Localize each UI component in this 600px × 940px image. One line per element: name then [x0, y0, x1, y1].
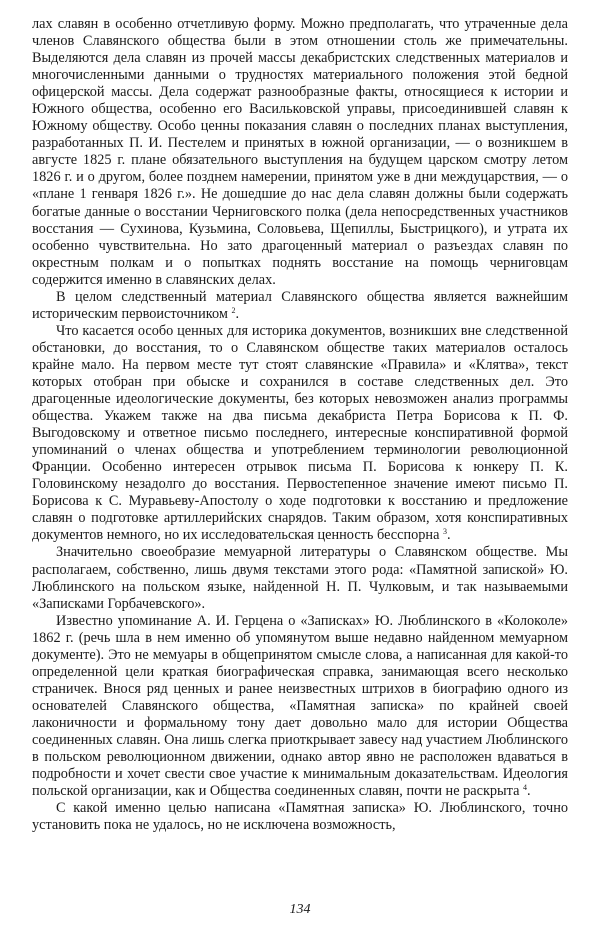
paragraph-6-text: С какой именно целью написана «Памятная записка» Ю. Люблинского, точно установить пока не удалось, но не исключена возможность, — [32, 800, 568, 834]
page-number: 134 — [289, 902, 311, 917]
paragraph-1 — [32, 16, 568, 289]
paragraph-2: В целом следственный материал Славянского общества является важнейшим историческим первоисточником $^2$. — [32, 288, 568, 322]
footnote-ref-4[interactable]: 4 — [523, 783, 528, 793]
footnote-ref-2[interactable]: 2 — [231, 305, 236, 315]
paragraph-3: Что касается особо ценных для историка документов, возникших вне следственной обстановки, до восстания, то о Славянском обществе таких материалов осталось крайне мало. На первом месте тут стоят славянские «Правила» и «Клятва», текст которых отобран при обыске и сохранился в составе следственных дел. Это драгоценные идеологические документы, без которых невозможен анализ программы общества. Укажем также на два письма декабриста Петра Борисова к П. Ф. Выгодовскому и ответное письмо последнего, интересные конспиративной формой упоминаний о членах общества и употреблением терминологии революционной Франции. Особенно интересен отрывок письма П. Борисова к юнкеру П. К. Головинскому незадолго до восстания. Первостепенное значение имеют письмо П. Борисова к С. Муравьеву-Апостолу о ходе подготовки к восстанию и предложение славян о подготовке артиллерийских снарядов. Таким образом, хотя конспиративных документов немного, но их исследовательская ценность бесспорна $^3$. — [32, 322, 568, 544]
footnote-ref-3[interactable]: 3 — [443, 527, 448, 537]
paragraph-2-text: В целом следственный материал Славянского общества является важнейшим историческим первоисточником — [32, 288, 568, 322]
paragraph-4 — [32, 544, 568, 612]
paragraph-6 — [32, 800, 568, 834]
paragraph-1-text: лах славян в особенно отчетливую форму. Можно предполагать, что утраченные дела членов Славянского общества были в этом отношении столь же примечательны. Выделяются дела славян из прочей массы декабристских следственных материалов и многочисленными данными о трудностях материального положения этой бедной офицерской массы. Дела содержат разнообразные факты, относящиеся к истории и Южного общества, особенно его Васильковской управы, присоединившей славян к Южному обществу. Особо ценны показания славян о последних планах выступления, разработанных П. И. Пестелем и принятых в южной организации, — о возникшем в августе 1825 г. плане обязательного выступления на будущем царском смотру летом 1826 г. и о другом, более позднем намерении, принятом уже в дни междуцарствия, — о «плане 1 генваря 1826 г.». Не дошедшие до нас дела славян должны были содержать богатые данные о восстании Черниговского полка (дела непосредственных участников восстания — Сухинова, Кузьмина, Соловьева, Щепиллы, Быстрицкого), и утрата их особенно чувствительна. Но зато драгоценный материал о разъездах славян по окрестным полкам и о попытках поднять восстание на помощь черниговцам содержится именно в славянских делах. — [32, 16, 568, 288]
paragraph-3-text: Что касается особо ценных для историка документов, возникших вне следственной обстановки, до восстания, то о Славянском обществе таких материалов осталось крайне мало. На первом месте тут стоят славянские «Правила» и «Клятва», текст которых отобран при обыске и сохранился в составе следственных дел. Это драгоценные идеологические документы, без которых невозможен анализ программы общества. Укажем также на два письма декабриста Петра Борисова к П. Ф. Выгодовскому и ответное письмо последнего, интересные конспиративной формой упоминаний о членах общества и употреблением терминологии революционной Франции. Особенно интересен отрывок письма П. Борисова к юнкеру П. К. Головинскому незадолго до восстания. Первостепенное значение имеют письмо П. Борисова к С. Муравьеву-Апостолу о ходе подготовки к восстанию и предложение славян о подготовке артиллерийских снарядов. Таким образом, хотя конспиративных документов немного, но их исследовательская ценность бесспорна — [32, 322, 568, 544]
paragraph-4-text: Значительно своеобразие мемуарной литературы о Славянском обществе. Мы располагаем, собственно, лишь двумя текстами этого рода: «Памятной запиской» Ю. Люблинского на польском языке, найденной Н. П. Чулковым, и так называемыми «Записками Горбачевского». — [32, 544, 568, 612]
book-page — [32, 16, 568, 834]
paragraph-5-text: Известно упоминание А. И. Герцена о «Записках» Ю. Люблинского в «Колоколе» 1862 г. (речь шла в нем именно об упомянутом выше недавно найденном мемуарном документе). Это не мемуары в общепринятом смысле слова, а написанная для какой-то определенной цели краткая биографическая справка, занимающая всего несколько страничек. Внося ряд ценных и ранее неизвестных штрихов в биографию одного из основателей Славянского общества, «Памятная записка» по крайней своей лаконичности и формальному тону дает довольно мало для истории Общества соединенных славян. Она лишь слегка приоткрывает завесу над участием Люблинского в польском революционном движении, однако автор явно не расположен вдаваться в подробности и хочет свести свое участие к минимальным доказательствам. Идеология польской организации, как и Общества соединенных славян, почти не раскрыта — [32, 612, 568, 800]
paragraph-5: Известно упоминание А. И. Герцена о «Записках» Ю. Люблинского в «Колоколе» 1862 г. (речь шла в нем именно об упомянутом выше недавно найденном мемуарном документе). Это не мемуары в общепринятом смысле слова, а написанная для какой-то определенной цели краткая биографическая справка, занимающая всего несколько страничек. Внося ряд ценных и ранее неизвестных штрихов в биографию одного из основателей Славянского общества, «Памятная записка» по крайней своей лаконичности и формальному тону дает довольно мало для истории Общества соединенных славян. Она лишь слегка приоткрывает завесу над участием Люблинского в польском революционном движении, однако автор явно не расположен вдаваться в подробности и хочет свести свое участие к минимальным доказательствам. Идеология польской организации, как и Общества соединенных славян, почти не раскрыта $^4$. — [32, 612, 568, 800]
